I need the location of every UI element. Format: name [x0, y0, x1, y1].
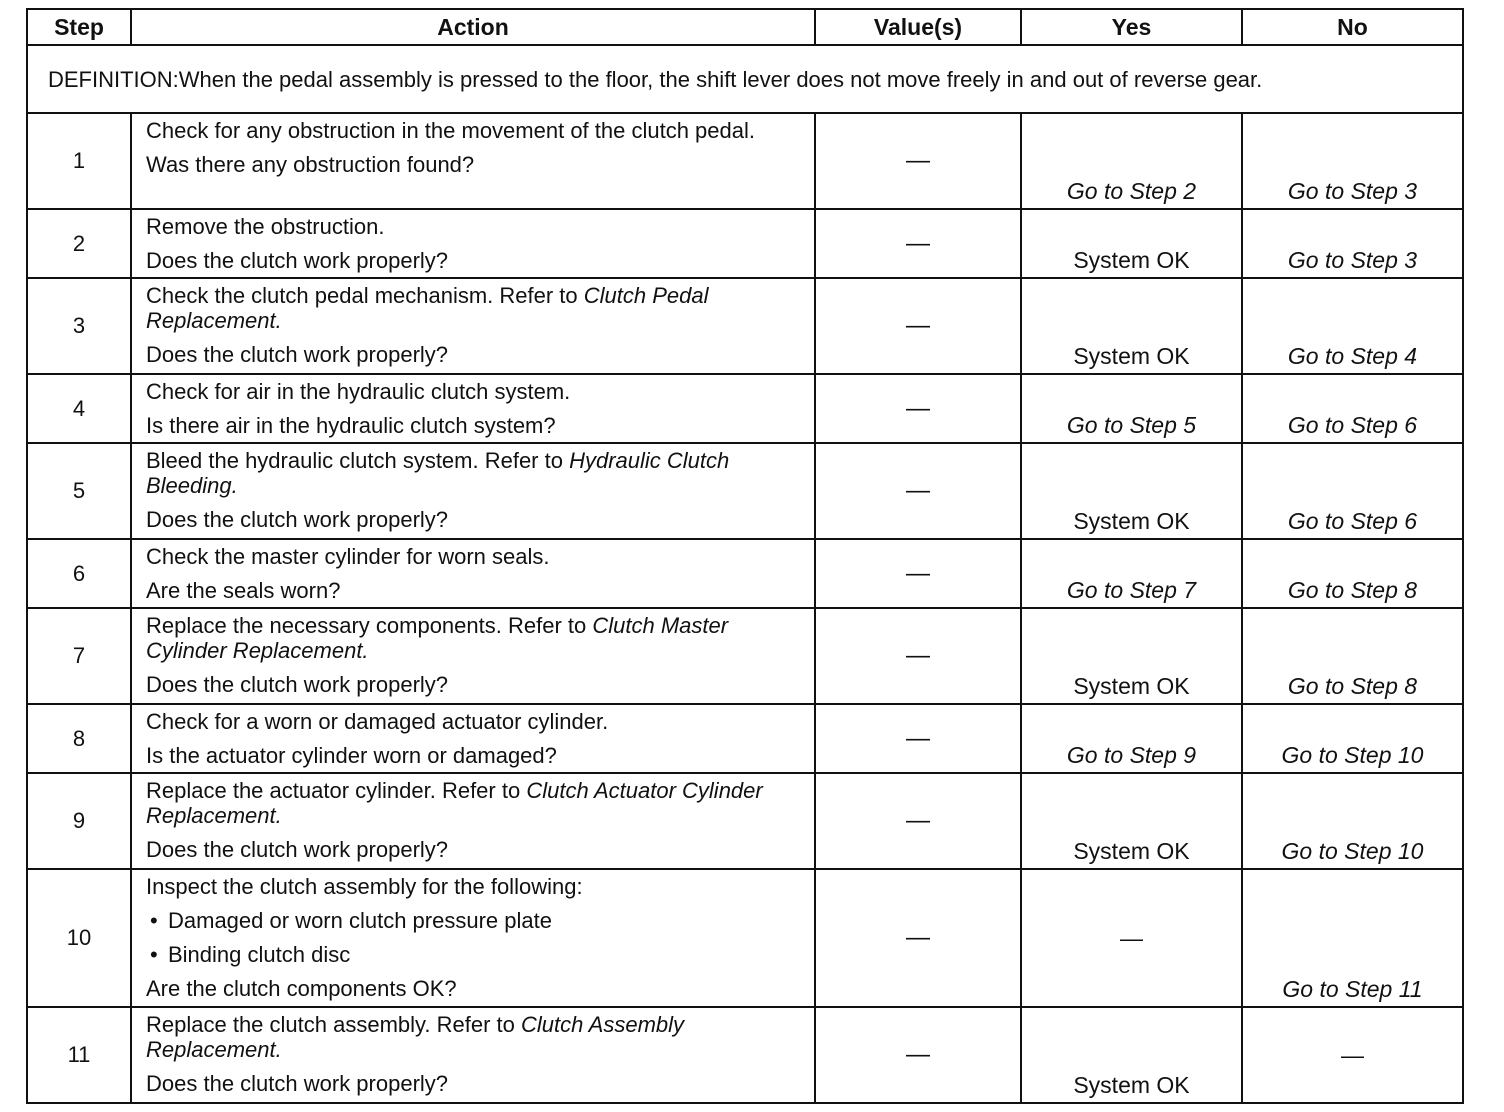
action-cell [131, 278, 815, 374]
action-question: Does the clutch work properly? [146, 837, 449, 862]
table-row [27, 113, 1463, 209]
reference-link[interactable]: Clutch Actuator Cylinder Replacement. [146, 778, 763, 828]
value-cell: — [815, 869, 1021, 1007]
no-cell: Go to Step 6 [1242, 374, 1463, 443]
action-instruction: Check for air in the hydraulic clutch system. [146, 379, 571, 404]
action-cell [131, 443, 815, 539]
action-cell [131, 113, 815, 209]
header-step: Step [27, 9, 131, 45]
no-cell: Go to Step 6 [1242, 443, 1463, 539]
action-cell [131, 773, 815, 869]
yes-cell: Go to Step 2 [1021, 113, 1242, 209]
step-number: 1 [27, 113, 131, 209]
action-question: Does the clutch work properly? [146, 507, 449, 532]
yes-cell: System OK [1021, 1007, 1242, 1103]
no-cell: Go to Step 10 [1242, 773, 1463, 869]
table-row [27, 1007, 1463, 1103]
header-no: No [1242, 9, 1463, 45]
yes-cell: System OK [1021, 773, 1242, 869]
header-action: Action [131, 9, 815, 45]
action-cell [131, 374, 815, 443]
action-instruction [146, 283, 802, 333]
diagnostic-table-sheet [26, 8, 1462, 1104]
no-cell: Go to Step 8 [1242, 539, 1463, 608]
action-instruction: Check for a worn or damaged actuator cylinder. [146, 709, 609, 734]
action-instruction: Check for any obstruction in the movement of the clutch pedal. [146, 118, 755, 143]
table-row [27, 209, 1463, 278]
action-question: Is there air in the hydraulic clutch system? [146, 413, 556, 438]
header-yes: Yes [1021, 9, 1242, 45]
action-question: Does the clutch work properly? [146, 248, 449, 273]
step-number: 9 [27, 773, 131, 869]
table-row [27, 278, 1463, 374]
header-values: Value(s) [815, 9, 1021, 45]
bullet-item: • Damaged or worn clutch pressure plate [146, 908, 802, 933]
step-number: 3 [27, 278, 131, 374]
action-instruction [146, 1012, 802, 1062]
value-cell: — [815, 278, 1021, 374]
yes-cell: System OK [1021, 608, 1242, 704]
table-row [27, 704, 1463, 773]
step-number: 8 [27, 704, 131, 773]
no-cell: Go to Step 3 [1242, 113, 1463, 209]
action-cell [131, 608, 815, 704]
header-row [27, 9, 1463, 45]
action-question: Are the clutch components OK? [146, 976, 457, 1001]
yes-cell: System OK [1021, 209, 1242, 278]
reference-link[interactable]: Clutch Assembly Replacement. [146, 1012, 685, 1062]
value-cell: — [815, 1007, 1021, 1103]
definition-row [27, 45, 1463, 113]
table-row [27, 443, 1463, 539]
yes-cell: System OK [1021, 278, 1242, 374]
value-cell: — [815, 608, 1021, 704]
value-cell: — [815, 374, 1021, 443]
yes-cell: Go to Step 9 [1021, 704, 1242, 773]
no-cell: Go to Step 3 [1242, 209, 1463, 278]
value-cell: — [815, 209, 1021, 278]
yes-cell: System OK [1021, 443, 1242, 539]
step-number: 2 [27, 209, 131, 278]
action-question: Are the seals worn? [146, 578, 341, 603]
yes-cell: Go to Step 5 [1021, 374, 1242, 443]
action-instruction: Check the master cylinder for worn seals. [146, 544, 550, 569]
yes-cell: — [1021, 869, 1242, 1007]
step-number: 11 [27, 1007, 131, 1103]
action-instruction [146, 778, 802, 828]
instruction-text: Check the clutch pedal mechanism. Refer to [146, 283, 584, 308]
reference-link[interactable]: Hydraulic Clutch Bleeding. [146, 448, 730, 498]
step-number: 4 [27, 374, 131, 443]
no-cell: Go to Step 8 [1242, 608, 1463, 704]
value-cell: — [815, 113, 1021, 209]
value-cell: — [815, 539, 1021, 608]
step-number: 10 [27, 869, 131, 1007]
no-cell: — [1242, 1007, 1463, 1103]
reference-link[interactable]: Clutch Pedal Replacement. [146, 283, 709, 333]
yes-cell: Go to Step 7 [1021, 539, 1242, 608]
action-question: Does the clutch work properly? [146, 672, 449, 697]
table-row [27, 869, 1463, 1007]
action-question: Does the clutch work properly? [146, 1071, 449, 1096]
action-question: Does the clutch work properly? [146, 342, 449, 367]
action-instruction [146, 448, 802, 498]
action-cell [131, 1007, 815, 1103]
step-number: 6 [27, 539, 131, 608]
no-cell: Go to Step 4 [1242, 278, 1463, 374]
table-row [27, 374, 1463, 443]
value-cell: — [815, 773, 1021, 869]
diagnostic-table [26, 8, 1464, 1104]
action-question: Is the actuator cylinder worn or damaged? [146, 743, 557, 768]
definition-text: DEFINITION:When the pedal assembly is pressed to the floor, the shift lever does not move freely in and out of reverse gear. [27, 45, 1463, 113]
step-number: 5 [27, 443, 131, 539]
action-cell [131, 209, 815, 278]
action-question: Was there any obstruction found? [146, 152, 475, 177]
bullet-item: • Binding clutch disc [146, 942, 802, 967]
action-cell [131, 704, 815, 773]
action-instruction: Remove the obstruction. [146, 214, 385, 239]
bullet-list [146, 908, 802, 967]
action-cell [131, 869, 815, 1007]
value-cell: — [815, 704, 1021, 773]
table-row [27, 608, 1463, 704]
no-cell: Go to Step 10 [1242, 704, 1463, 773]
instruction-text: Replace the clutch assembly. Refer to [146, 1012, 521, 1037]
action-cell [131, 539, 815, 608]
action-instruction [146, 613, 802, 663]
reference-link[interactable]: Clutch Master Cylinder Replacement. [146, 613, 729, 663]
instruction-text: Replace the actuator cylinder. Refer to [146, 778, 527, 803]
table-row [27, 539, 1463, 608]
table-row [27, 773, 1463, 869]
instruction-text: Bleed the hydraulic clutch system. Refer to [146, 448, 570, 473]
step-number: 7 [27, 608, 131, 704]
no-cell: Go to Step 11 [1242, 869, 1463, 1007]
action-instruction: Inspect the clutch assembly for the following: [146, 874, 583, 899]
instruction-text: Replace the necessary components. Refer to [146, 613, 593, 638]
value-cell: — [815, 443, 1021, 539]
